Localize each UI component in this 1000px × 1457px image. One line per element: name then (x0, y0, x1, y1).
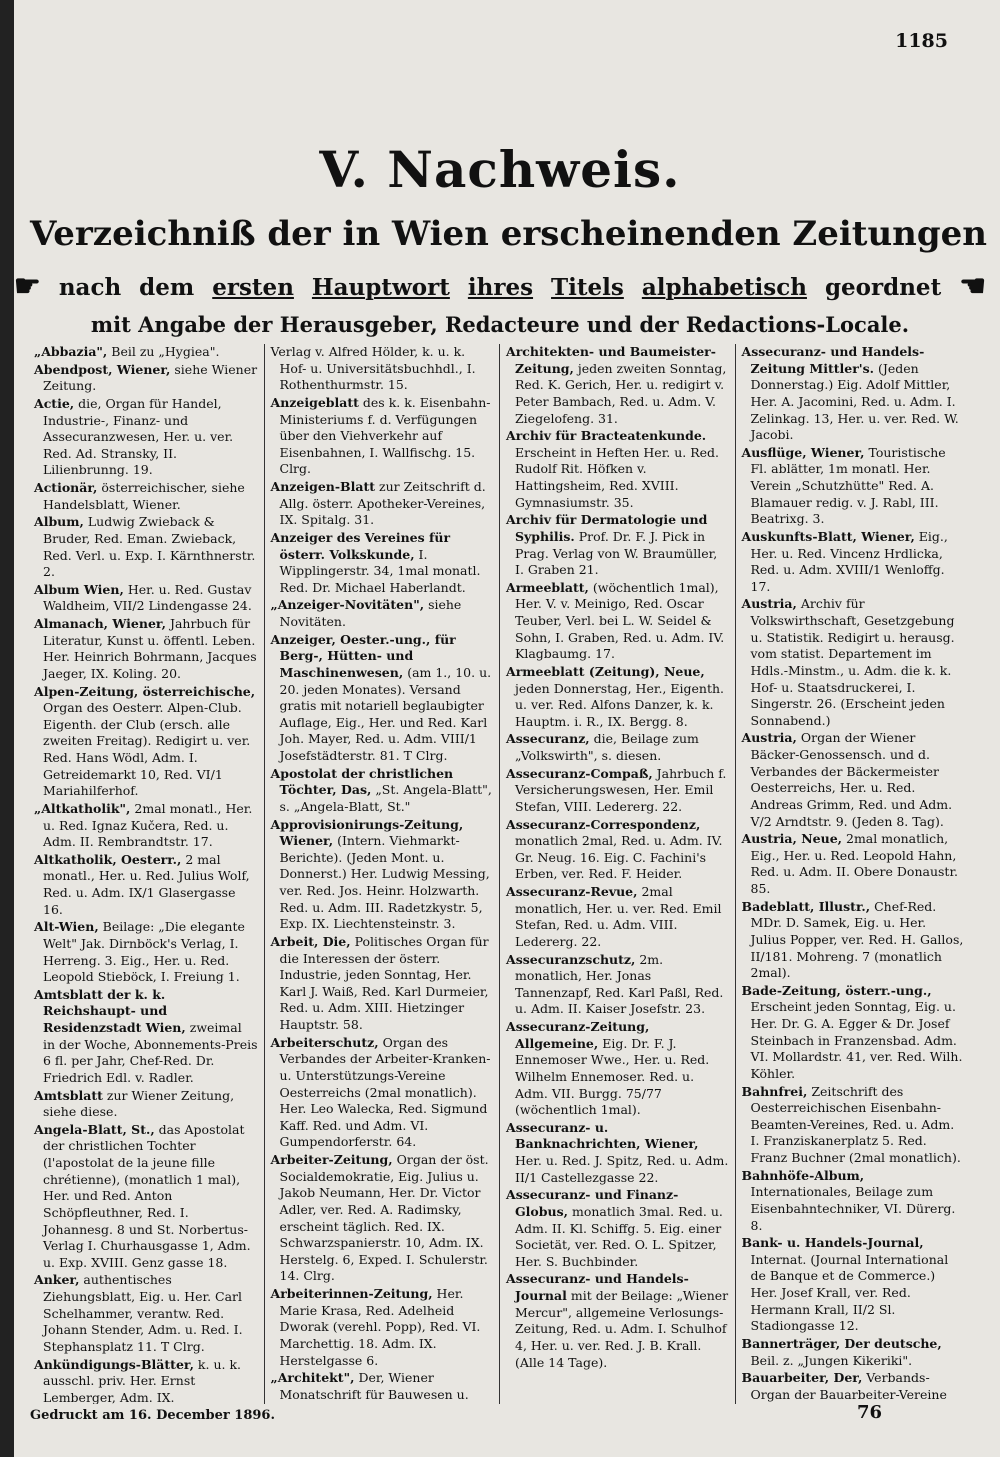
entry-title: „Architekt", (270, 1370, 355, 1386)
directory-entry (506, 344, 729, 427)
entry-details: k. u. k. ausschl. priv. Her. Ernst Lemberger, Adm. IX. (43, 1356, 241, 1404)
directory-entry (742, 1336, 965, 1369)
page-title: V. Nachweis. (319, 140, 681, 199)
directory-entry (271, 597, 494, 630)
entry-details: mit der Beilage: „Wiener Mercur", allgemeine Verlosungs-Zeitung, Red. u. Adm. I. Schulhof 4, Her. u. ver. Red. J. B. Krall. (Alle 14 Tage). (515, 1288, 729, 1370)
entry-details: Organ der Wiener Bäcker-Genossensch. und d. Verbandes der Bäckermeister Oesterreichs, Her. u. Red. Andreas Grimm, Red. und Adm. V/2 Arndtstr. 9. (Jeden 8. Tag). (750, 730, 953, 829)
entry-details: Internationales, Beilage zum Eisenbahntechniker, VI. Dürerg. 8. (750, 1184, 956, 1233)
entry-details: Jahrbuch für Literatur, Kunst u. öffentl. Leben. Her. Heinrich Bohrmann, Jacques Jaeger, IX. Koling. 20. (43, 616, 257, 681)
pointing-hand-right-icon: ☛ (13, 269, 41, 304)
ordering-word: geordnet (824, 273, 942, 301)
entry-title: Austria, (741, 596, 797, 612)
ordering-word: dem (139, 273, 195, 301)
entry-title: Assecuranz-Revue, (506, 884, 638, 899)
entry-title: Assecuranz-Correspondenz, (506, 816, 701, 832)
directory-entry (34, 801, 258, 851)
entry-details: siehe Wiener Zeitung. (43, 361, 258, 394)
directory-entry (34, 344, 258, 361)
entry-title: Amtsblatt (34, 1087, 103, 1103)
entry-details: (am 1., 10. u. 20. jeden Monates). Versand gratis mit notariell beglaubigter Auflage, Eig., Her. und Red. Karl Joh. Mayer, Red. u. Adm. VIII/1 Josefstädterstr. 81. T Clrg. (279, 664, 492, 763)
entry-details: Politisches Organ für die Interessen der österr. Industrie, jeden Sonntag, Her. Karl J. Waiß, Red. Karl Durmeier, Red. u. Adm. XIII. Hietzinger Hauptstr. 58. (279, 933, 489, 1032)
entry-title: Arbeit, Die, (270, 933, 351, 949)
entry-title: Anzeiger, Oester.-ung., für Berg-, Hütten- und Maschinenwesen, (270, 631, 456, 680)
directory-entry (271, 344, 494, 394)
directory-entry (506, 817, 729, 884)
entry-details: Her. u. Red. J. Spitz, Red. u. Adm. II/1 Castellezgasse 22. (515, 1153, 729, 1185)
entry-title: Austria, Neue, (741, 831, 843, 847)
entry-title: Actionär, (34, 480, 98, 495)
entry-details: Ludwig Zwieback & Bruder, Red. Eman. Zwieback, Red. Verl. u. Exp. I. Kärnthnerstr. 2. (43, 514, 256, 580)
entry-details: „St. Angela-Blatt", s. „Angela-Blatt, St." (279, 782, 492, 814)
entry-details: Zeitschrift des Oesterreichischen Eisenbahn-Beamten-Vereines, Red. u. Adm. I. Franziskanerplatz 5. Red. Franz Buchner (2mal monatlich). (750, 1083, 961, 1165)
directory-entry (742, 1168, 965, 1235)
ordering-word: Titels (551, 273, 624, 301)
entry-details: Touristische Fl. ablätter, 1m monatl. Her. Verein „Schutzhütte" Red. A. Blamauer redig. v. J. Rabl, III. Beatrixg. 3. (750, 444, 946, 527)
directory-entry (506, 664, 729, 731)
entry-title: Arbeiterinnen-Zeitung, (270, 1286, 433, 1301)
entry-details: die, Beilage zum „Volkswirth", s. diesen. (515, 731, 699, 763)
entry-title: Assecuranz, (506, 731, 590, 747)
column-1 (28, 344, 264, 1404)
entry-details: (wöchentlich 1mal), Her. V. v. Meinigo, Red. Oscar Teuber, Verl. bei L. W. Seidel & Sohn, I. Graben, Red. u. Adm. IV. Klagbaumg. 17. (515, 579, 725, 662)
entry-title: Arbeiter-Zeitung, (270, 1152, 393, 1167)
directory-entry (742, 445, 965, 528)
entry-title: Assecuranz-Zeitung, Allgemeine, (506, 1019, 650, 1051)
directory-entry (34, 480, 258, 513)
entry-title: Amtsblatt der k. k. Reichshaupt- und Residenzstadt Wien, (34, 986, 186, 1035)
entry-title: Assecuranz-Compaß, (506, 765, 653, 781)
entry-details: Beil zu „Hygiea". (111, 344, 220, 359)
directory-entry (506, 1187, 729, 1270)
entry-title: Approvisionirungs-Zeitung, Wiener, (270, 816, 464, 849)
entry-details: jeden zweiten Sonntag, Red. K. Gerich, Her. u. redigirt v. Peter Bambach, Red. u. Adm. V. Ziegelofeng. 31. (515, 360, 727, 426)
entry-details: monatlich 3mal. Red. u. Adm. II. Kl. Schiffg. 5. Eig. einer Societät, ver. Red. O. L. Spitzer, Her. S. Buchbinder. (515, 1203, 723, 1269)
ordering-word: alphabetisch (641, 273, 807, 301)
directory-entry (271, 395, 494, 478)
entry-details: siehe Novitäten. (279, 597, 462, 629)
entry-title: Anzeigen-Blatt (270, 479, 376, 494)
entry-details: Jahrbuch f. Versicherungswesen, Her. Emil Stefan, VIII. Ledererg. 22. (515, 765, 727, 814)
entry-title: Assecuranz- und Finanz-Globus, (506, 1187, 679, 1219)
entry-title: Bank- u. Handels-Journal, (741, 1235, 924, 1251)
directory-entry (271, 530, 494, 597)
entry-title: Almanach, Wiener, (34, 616, 166, 631)
directory-entry (34, 684, 258, 800)
entry-details: 2mal monatlich, Eig., Her. u. Red. Leopold Hahn, Red. u. Adm. II. Obere Donaustr. 85. (750, 831, 959, 896)
entry-details: Organ der öst. Socialdemokratie, Eig. Julius u. Jakob Neumann, Her. Dr. Victor Adler, ver. Red. A. Radimsky, erscheint täglich. Red. IX. Schwarzspanierstr. 10, Adm. IX. Herstelg. 6, Exped. I. Schulerstr. 14. Clrg. (279, 1152, 489, 1284)
entry-details: zweimal in der Woche, Abonnements-Preis 6 fl. per Jahr, Chef-Red. Dr. Friedrich Edl. v. Radler. (43, 1020, 258, 1085)
entry-title: Album, (34, 514, 84, 530)
directory-entry (506, 428, 729, 511)
directory-entry (34, 852, 258, 919)
print-date: Gedruckt am 16. December 1896. (30, 1408, 275, 1423)
directory-entry (742, 899, 965, 982)
entry-details: 2m. monatlich, Her. Jonas Tannenzapf, Red. Karl Paßl, Red. u. Adm. II. Kaiser Josefstr. 23. (515, 951, 724, 1017)
column-2 (264, 344, 500, 1404)
directory-columns (28, 344, 970, 1404)
directory-entry (506, 1271, 729, 1371)
directory-entry (506, 1019, 729, 1119)
entry-title: Apostolat der christlichen Töchter, Das, (270, 765, 454, 798)
ordering-note (13, 269, 987, 304)
entry-details: zur Wiener Zeitung, siehe diese. (43, 1087, 235, 1120)
entry-details: Beil. z. „Jungen Kikeriki". (750, 1352, 913, 1368)
directory-entry (34, 1088, 258, 1121)
entry-details: das Apostolat der christlichen Tochter (l'apostolat de la jeune fille chrétienne), (monatlich 1 mal), Her. und Red. Anton Schöpfleuthner, Red. I. Johannesg. 8 und St. Norbertus-Verlag I. Churhausgasse 1, Adm. u. Exp. XVIII. Genz gasse 18. (43, 1121, 251, 1270)
directory-entry (271, 766, 494, 816)
entry-title: Architekten- und Baumeister-Zeitung, (506, 344, 716, 376)
entry-details: Verlag v. Alfred Hölder, k. u. k. Hof- u. Universitätsbuchhdl., I. Rothenthurmstr. 15. (270, 344, 476, 393)
entry-details: (Jeden Donnerstag.) Eig. Adolf Mittler, Her. A. Jacomini, Red. u. Adm. I. Zelinkag. 13, Her. u. ver. Red. W. Jacobi. (750, 360, 959, 443)
entry-details: zur Zeitschrift d. Allg. österr. Apotheker-Vereines, IX. Spitalg. 31. (279, 479, 486, 528)
entry-details: jeden Donnerstag, Her., Eigenth. u. ver. Red. Alfons Danzer, k. k. Hauptm. i. R., IX. Bergg. 8. (515, 680, 724, 729)
entry-details: die, Organ für Handel, Industrie-, Finanz- und Assecuranzwesen, Her. u. ver. Red. Ad. Stransky, II. Lilienbrunng. 19. (43, 395, 234, 478)
entry-title: Bade-Zeitung, österr.-ung., (741, 982, 932, 998)
directory-entry (34, 616, 258, 683)
entry-details: Beilage: „Die elegante Welt" Jak. Dirnböck's Verlag, I. Herreng. 3. Eig., Her. u. Red. Leopold Stieböck, I. Freiung 1. (43, 919, 245, 985)
entry-title: Armeeblatt (Zeitung), Neue, (506, 663, 705, 679)
entry-title: Badeblatt, Illustr., (741, 898, 871, 914)
entry-title: „Anzeiger-Novitäten", (270, 597, 425, 613)
entry-title: Ausflüge, Wiener, (741, 444, 865, 460)
entry-details: Internat. (Journal International de Banque et de Commerce.) Her. Josef Krall, ver. Red. Hermann Krall, II/2 Sl. Stadiongasse 12. (750, 1251, 949, 1334)
entry-title: Archiv für Dermatologie und Syphilis. (506, 512, 708, 544)
entry-details: Prof. Dr. F. J. Pick in Prag. Verlag von W. Braumüller, I. Graben 21. (515, 528, 718, 578)
entry-title: Angela-Blatt, St., (34, 1121, 155, 1137)
directory-entry (506, 580, 729, 663)
directory-entry (506, 884, 729, 951)
directory-entry (271, 479, 494, 529)
ordering-word: Hauptwort (311, 273, 450, 301)
directory-entry (506, 952, 729, 1019)
entry-title: Bahnfrei, (741, 1083, 808, 1099)
directory-entry (271, 1152, 494, 1285)
directory-entry (271, 1035, 494, 1151)
entry-title: Anzeiger des Vereines für österr. Volkskunde, (270, 529, 451, 562)
column-3 (499, 344, 735, 1404)
entry-title: Album Wien, (34, 581, 124, 597)
page-subtitle: Verzeichniß der in Wien erscheinenden Zeitungen (30, 214, 988, 254)
directory-entry (742, 344, 965, 444)
entry-title: Assecuranz- und Handels-Zeitung Mittler's. (741, 344, 925, 376)
entry-details: authentisches Ziehungsblatt, Eig. u. Her. Carl Schelhammer, verantw. Red. Johann Stender, Adm. u. Red. I. Stephansplatz 11. T Clrg. (43, 1272, 243, 1354)
directory-entry (271, 632, 494, 765)
directory-entry (271, 817, 494, 933)
directory-entry (34, 919, 258, 986)
entry-details: Eig. Dr. F. J. Ennemoser Wwe., Her. u. Red. Wilhelm Ennemoser. Red. u. Adm. VII. Burgg. 75/77 (wöchentlich 1mal). (515, 1035, 710, 1118)
page-number: 1185 (895, 30, 948, 52)
ordering-word: ersten (212, 273, 294, 301)
entry-details: I. Wipplingerstr. 34, 1mal monatl. Red. Dr. Michael Haberlandt. (279, 546, 481, 595)
directory-entry (742, 1084, 965, 1167)
entry-title: Alt-Wien, (34, 919, 99, 935)
ordering-word: ihres (467, 273, 534, 301)
directory-entry (271, 1286, 494, 1369)
entry-title: Alpen-Zeitung, österreichische, (34, 683, 256, 699)
entry-title: Auskunfts-Blatt, Wiener, (741, 528, 915, 544)
directory-entry (506, 766, 729, 816)
sheet-number: 76 (856, 1402, 882, 1423)
entry-title: Bahnhöfe-Album, (741, 1167, 865, 1183)
entry-details: 2mal monatlich, Her. u. ver. Red. Emil Stefan, Red. u. Adm. VIII. Ledererg. 22. (515, 884, 722, 949)
directory-entry (506, 512, 729, 579)
entry-title: Armeeblatt, (506, 579, 589, 595)
directory-entry (742, 1235, 965, 1335)
ordering-word: nach (58, 273, 122, 301)
entry-details: monatlich 2mal, Red. u. Adm. IV. Gr. Neug. 16. Eig. C. Fachini's Erben, ver. Red. F. Heider. (515, 833, 723, 882)
entry-title: Ankündigungs-Blätter, (34, 1356, 194, 1372)
scan-edge (0, 0, 14, 1457)
entry-title: Bannerträger, Der deutsche, (741, 1335, 942, 1351)
section-note: mit Angabe der Herausgeber, Redacteure und der Redactions-Locale. (90, 312, 910, 337)
entry-details: Organ des Verbandes der Arbeiter-Kranken- u. Unterstützungs-Vereine Oesterreichs (2mal monatlich). Her. Leo Walecka, Red. Sigmund Kaff. Red. und Adm. VI. Gumpendorferstr. 64. (279, 1034, 491, 1150)
entry-details: Her. u. Red. Gustav Waldheim, VII/2 Lindengasse 24. (43, 581, 252, 614)
directory-entry (742, 831, 965, 898)
directory-entry (506, 731, 729, 764)
entry-details: Erscheint jeden Sonntag, Eig. u. Her. Dr. G. A. Egger & Dr. Josef Steinbach in Franzensbad. Adm. VI. Mollardstr. 41, ver. Red. Wilh. Köhler. (750, 999, 963, 1081)
directory-entry (34, 1122, 258, 1272)
entry-details: 2mal monatl., Her. u. Red. Ignaz Kučera, Red. u. Adm. II. Rembrandtstr. 17. (43, 800, 253, 850)
directory-entry (742, 983, 965, 1083)
directory-entry (271, 934, 494, 1034)
entry-details: Verbands-Organ der Bauarbeiter-Vereine (750, 1370, 947, 1402)
entry-details: Archiv für Volkswirthschaft, Gesetzgebung u. Statistik. Redigirt u. herausg. vom statist. Departement im Hdls.-Minstm., u. Adm. die k. k. Hof- u. Staatsdruckerei, I. Singerstr. 26. (Erscheint jeden Sonnabend.) (750, 596, 955, 728)
entry-details: Der, Wiener Monatschrift für Bauwesen u. (279, 1370, 469, 1402)
entry-details: Organ des Oesterr. Alpen-Club. Eigenth. der Club (ersch. alle zweiten Freitag). Redigirt u. ver. Red. Hans Wödl, Adm. I. Getreidemarkt 10, Red. VI/1 Mariahilferhof. (43, 700, 251, 799)
directory-entry (34, 582, 258, 615)
entry-title: „Altkatholik", (34, 800, 131, 816)
entry-title: Altkatholik, Oesterr., (34, 851, 182, 867)
entry-title: Anker, (34, 1272, 80, 1288)
entry-title: Assecuranz- u. Banknachrichten, Wiener, (506, 1119, 699, 1152)
entry-details: Erscheint in Heften Her. u. Red. Rudolf Rit. Höfken v. Hattingsheim, Red. XVIII. Gymnasiumstr. 35. (515, 444, 720, 510)
directory-entry (742, 529, 965, 596)
entry-title: Assecuranzschutz, (506, 951, 636, 967)
entry-details: des k. k. Eisenbahn-Ministeriums f. d. Verfügungen über den Viehverkehr auf Eisenbahnen, I. Wallfischg. 15. Clrg. (279, 394, 491, 477)
entry-title: Arbeiterschutz, (270, 1034, 379, 1050)
entry-details: Chef-Red. MDr. D. Samek, Eig. u. Her. Julius Popper, ver. Red. H. Gallos, II/181. Mohreng. 7 (monatlich 2mal). (750, 898, 964, 981)
entry-details: Her. Marie Krasa, Red. Adelheid Dworak (verehl. Popp), Red. VI. Marchettig. 18. Adm. IX. Herstelgasse 6. (279, 1286, 481, 1368)
directory-entry (34, 396, 258, 479)
entry-details: 2 mal monatl., Her. u. Red. Julius Wolf, Red. u. Adm. IX/1 Glasergasse 16. (43, 851, 250, 917)
entry-title: Assecuranz- und Handels-Journal (506, 1271, 689, 1303)
entry-title: Archiv für Bracteatenkunde. (506, 428, 707, 444)
entry-title: Bauarbeiter, Der, (741, 1370, 863, 1386)
entry-title: „Abbazia", (34, 344, 108, 359)
directory-entry (34, 987, 258, 1087)
column-4 (735, 344, 971, 1404)
directory-entry (34, 362, 258, 395)
directory-entry (34, 514, 258, 581)
entry-title: Austria, (741, 730, 797, 746)
directory-entry (34, 1272, 258, 1355)
entry-details: (Intern. Viehmarkt-Berichte). (Jeden Mont. u. Donnerst.) Her. Ludwig Messing, ver. Red. Jos. Heinr. Holzwarth. Red. u. Adm. III. Radetzkystr. 5, Exp. IX. Liechtensteinstr. 3. (279, 833, 490, 932)
entry-details: österreichischer, siehe Handelsblatt, Wiener. (43, 480, 245, 512)
entry-title: Anzeigeblatt (270, 394, 359, 410)
directory-entry (34, 1357, 258, 1405)
directory-entry (742, 730, 965, 830)
entry-details: Eig., Her. u. Red. Vincenz Hrdlicka, Red. u. Adm. XVIII/1 Wenloffg. 17. (750, 528, 948, 594)
directory-entry (506, 1120, 729, 1187)
entry-title: Actie, (34, 395, 75, 411)
directory-entry (742, 596, 965, 729)
pointing-hand-left-icon: ☚ (959, 269, 987, 304)
directory-entry (742, 1370, 965, 1404)
entry-title: Abendpost, Wiener, (34, 361, 171, 377)
directory-entry (271, 1370, 494, 1404)
